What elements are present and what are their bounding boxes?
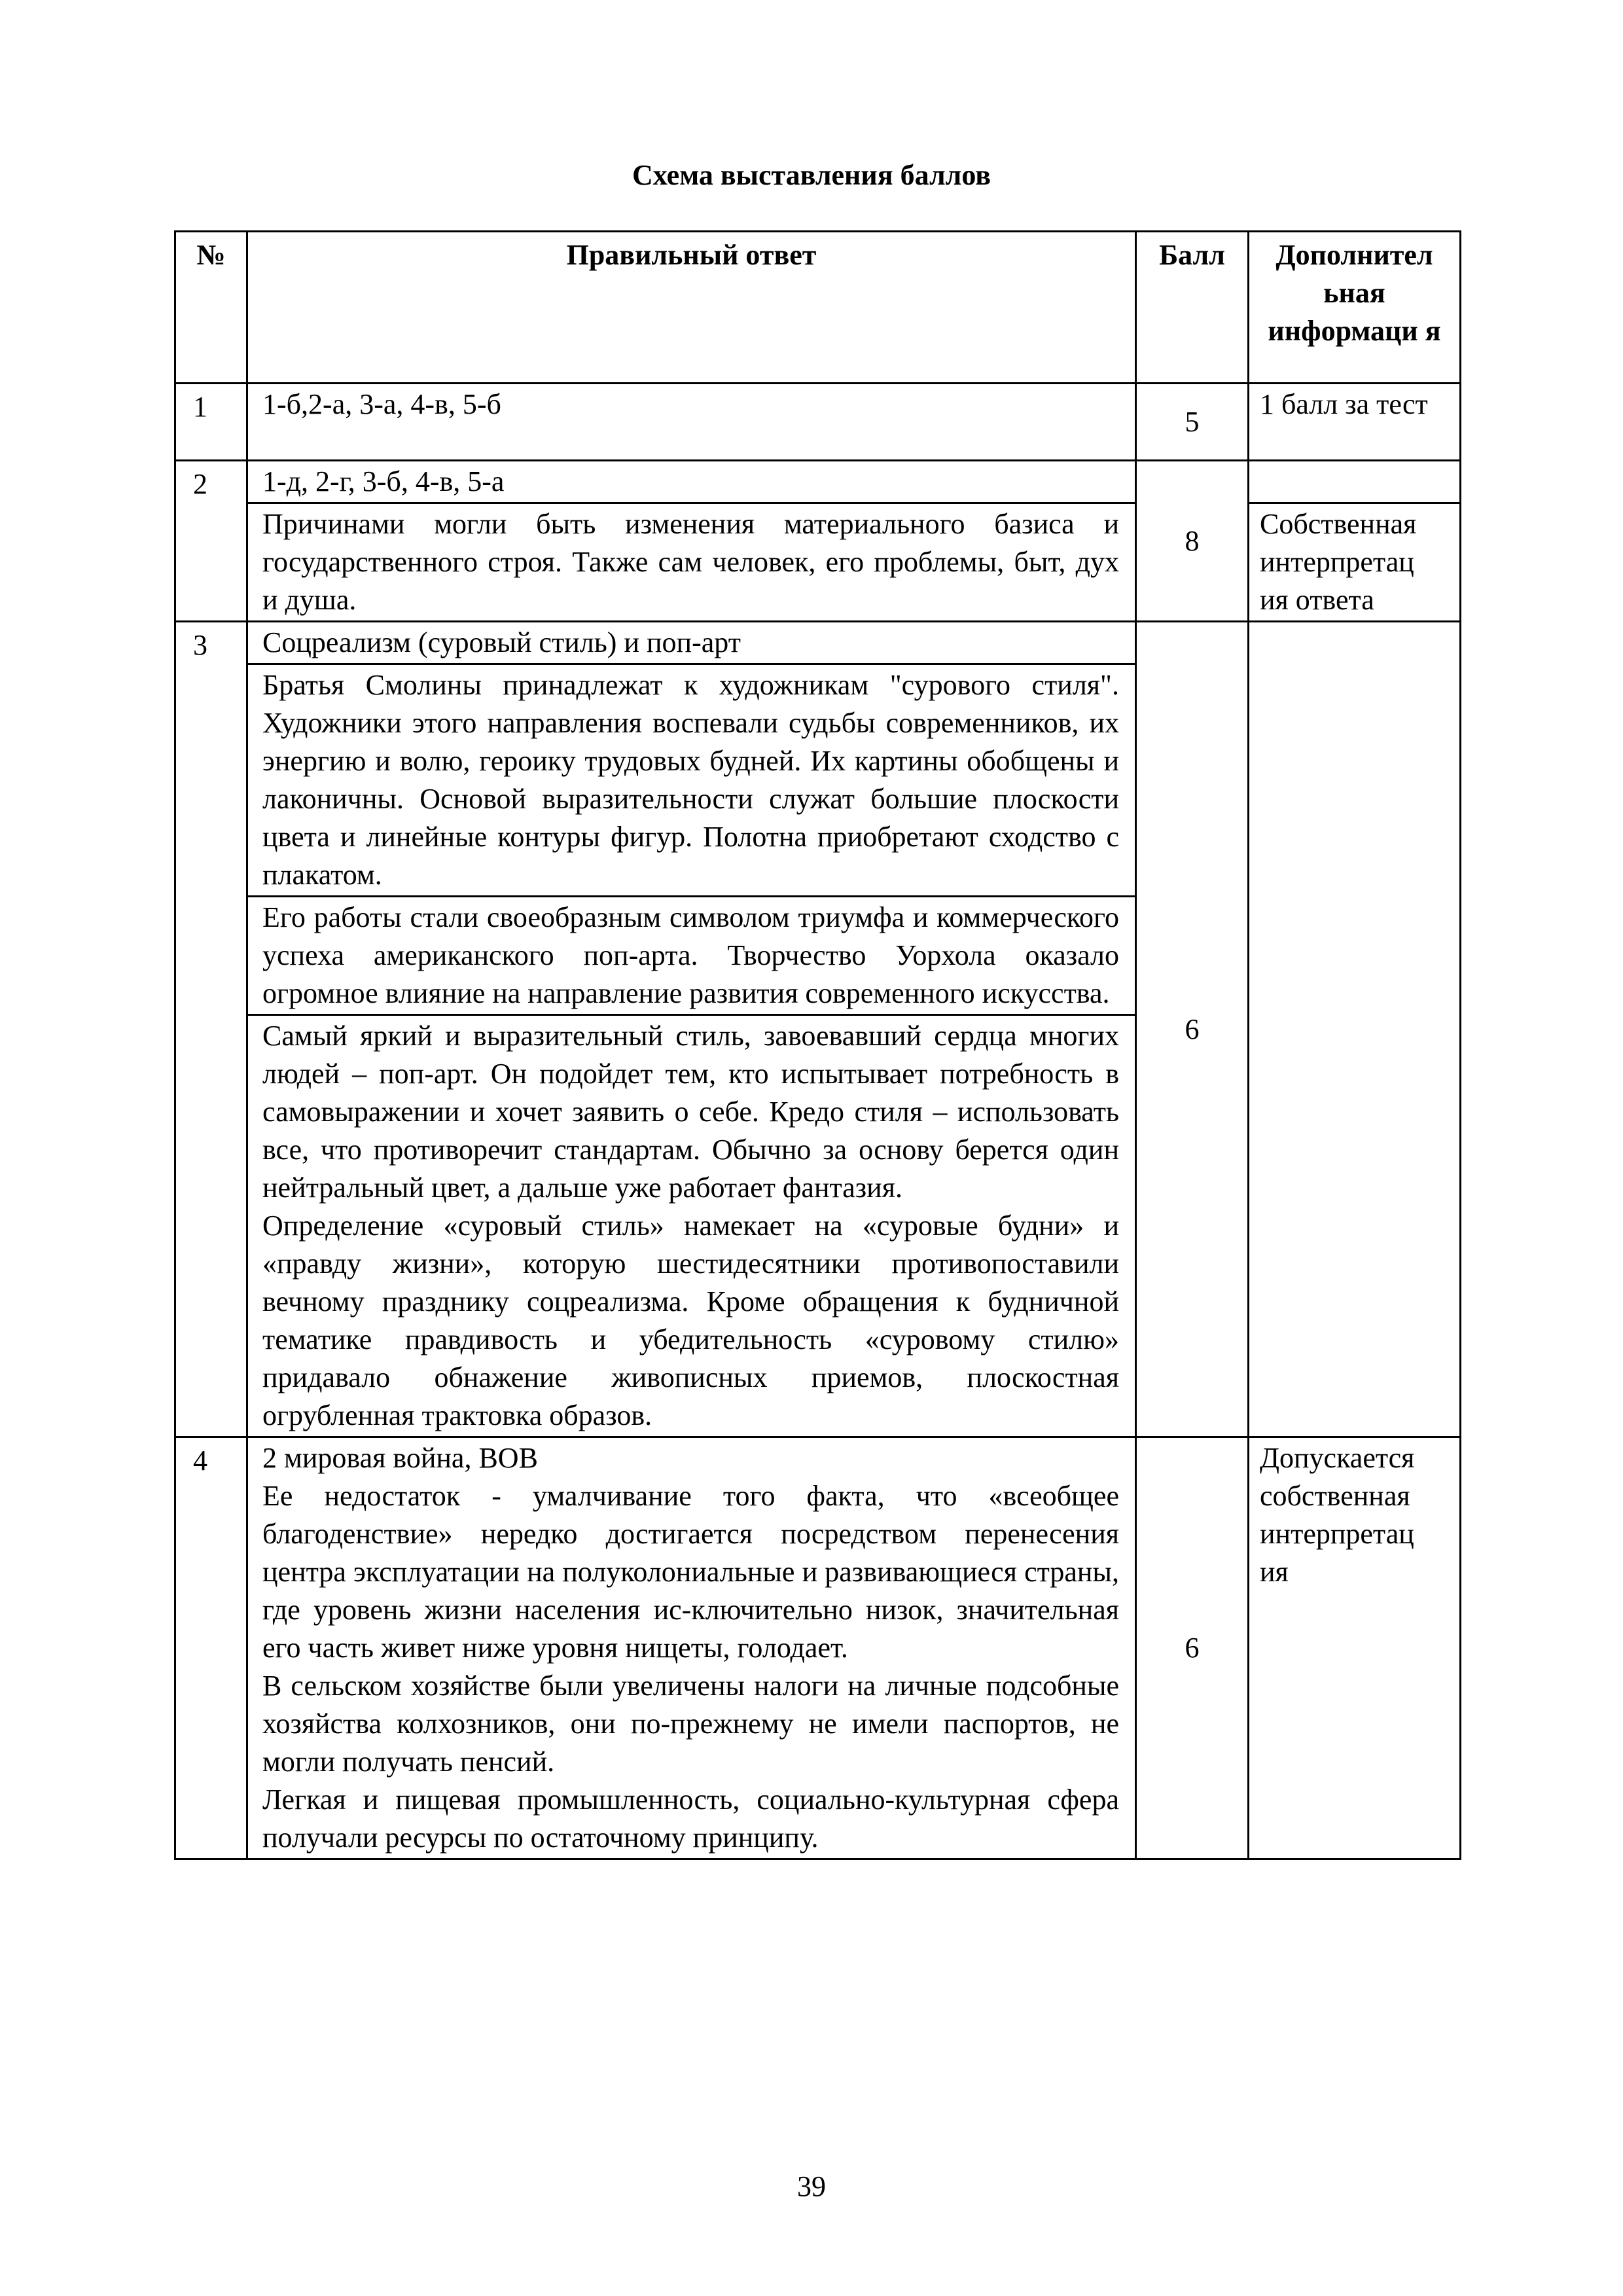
row-points: 5 (1136, 384, 1249, 461)
table-row (175, 503, 1461, 622)
row-points: 8 (1136, 461, 1249, 622)
row-number: 1 (175, 384, 247, 461)
answer-paragraph: Легкая и пищевая промышленность, социально-культурная сфера получали ресурсы по остаточному принципу. (262, 1784, 1119, 1854)
answer-text: Причинами могли быть изменения материального базиса и государственного строя. Также сам человек, его проблемы, быт, дух и душа. (247, 503, 1136, 622)
answer-text: Его работы стали своеобразным символом триумфа и коммерческого успеха американского поп-арта. Творчество Уорхола оказало огромное влияние на направление развития современного искусства. (248, 895, 1135, 1014)
row-points: 6 (1136, 622, 1249, 1437)
answer-text (248, 1014, 1135, 1436)
table-row (175, 461, 1461, 503)
table-row (175, 384, 1461, 461)
answer-paragraph: В сельском хозяйстве были увеличены налоги на личные подсобные хозяйства колхозников, они по-прежнему не имели паспортов, не могли получать пенсий. (262, 1670, 1119, 1778)
answer-paragraph: Самый яркий и выразительный стиль, завоевавший сердца многих людей – поп-арт. Он подойдет тем, кто испытывает потребность в самовыражении и хочет заявить о себе. Кредо стиля – использовать все, что противоречит стандартам. Обычно за основу берется один нейтральный цвет, а дальше уже работает фантазия. (262, 1020, 1119, 1204)
scoring-table (174, 230, 1461, 1860)
row-number: 3 (175, 622, 247, 1437)
header-points: Балл (1136, 232, 1249, 384)
answer-cell (247, 622, 1136, 1437)
table-row (175, 1437, 1461, 1859)
row-number: 2 (175, 461, 247, 622)
header-answer: Правильный ответ (247, 232, 1136, 384)
row-info: Собственная интерпретац ия ответа (1249, 503, 1461, 622)
answer-text: Соцреализм (суровый стиль) и поп-арт (262, 626, 741, 658)
answer-text: 1-д, 2-г, 3-б, 4-в, 5-а (247, 461, 1136, 503)
answer-paragraph: Определение «суровый стиль» намекает на «суровые будни» и «правду жизни», которую шестидесятники противопоставили вечному празднику соцреализма. Кроме обращения к будничной тематике правдивость и убедительность «суровому стилю» придавало обнажение живописных приемов, плоскостная огрубленная трактовка образов. (262, 1210, 1119, 1431)
answer-text: 1-б,2-а, 3-а, 4-в, 5-б (247, 384, 1136, 461)
row-info (1249, 461, 1461, 503)
table-row (175, 622, 1461, 1437)
answer-text: Братья Смолины принадлежат к художникам "сурового стиля". Художники этого направления воспевали судьбы современников, их энергию и волю, героику трудовых будней. Их картины обобщены и лаконичны. Основой выразительности служат большие плоскости цвета и линейные контуры фигур. Полотна приобретают сходство с плакатом. (248, 663, 1135, 895)
row-info (1249, 622, 1461, 1437)
header-num: № (175, 232, 247, 384)
page-title: Схема выставления баллов (632, 159, 991, 191)
table-header-row (175, 232, 1461, 384)
page-number: 39 (797, 2170, 826, 2202)
answer-paragraph: Ее недостаток - умалчивание того факта, что «всеобщее благоденствие» нередко достигается посредством перенесения центра эксплуатации на полуколониальные и развивающиеся страны, где уровень жизни населения ис-ключительно низок, значительная его часть живет ниже уровня нищеты, голодает. (262, 1480, 1119, 1664)
header-info: Дополнител ьная информаци я (1249, 232, 1461, 384)
answer-cell (247, 1437, 1136, 1859)
row-number: 4 (175, 1437, 247, 1859)
row-points: 6 (1136, 1437, 1249, 1859)
row-info: Допускается собственная интерпретац ия (1249, 1437, 1461, 1859)
answer-paragraph: 2 мировая война, ВОВ (262, 1442, 538, 1474)
row-info: 1 балл за тест (1249, 384, 1461, 461)
